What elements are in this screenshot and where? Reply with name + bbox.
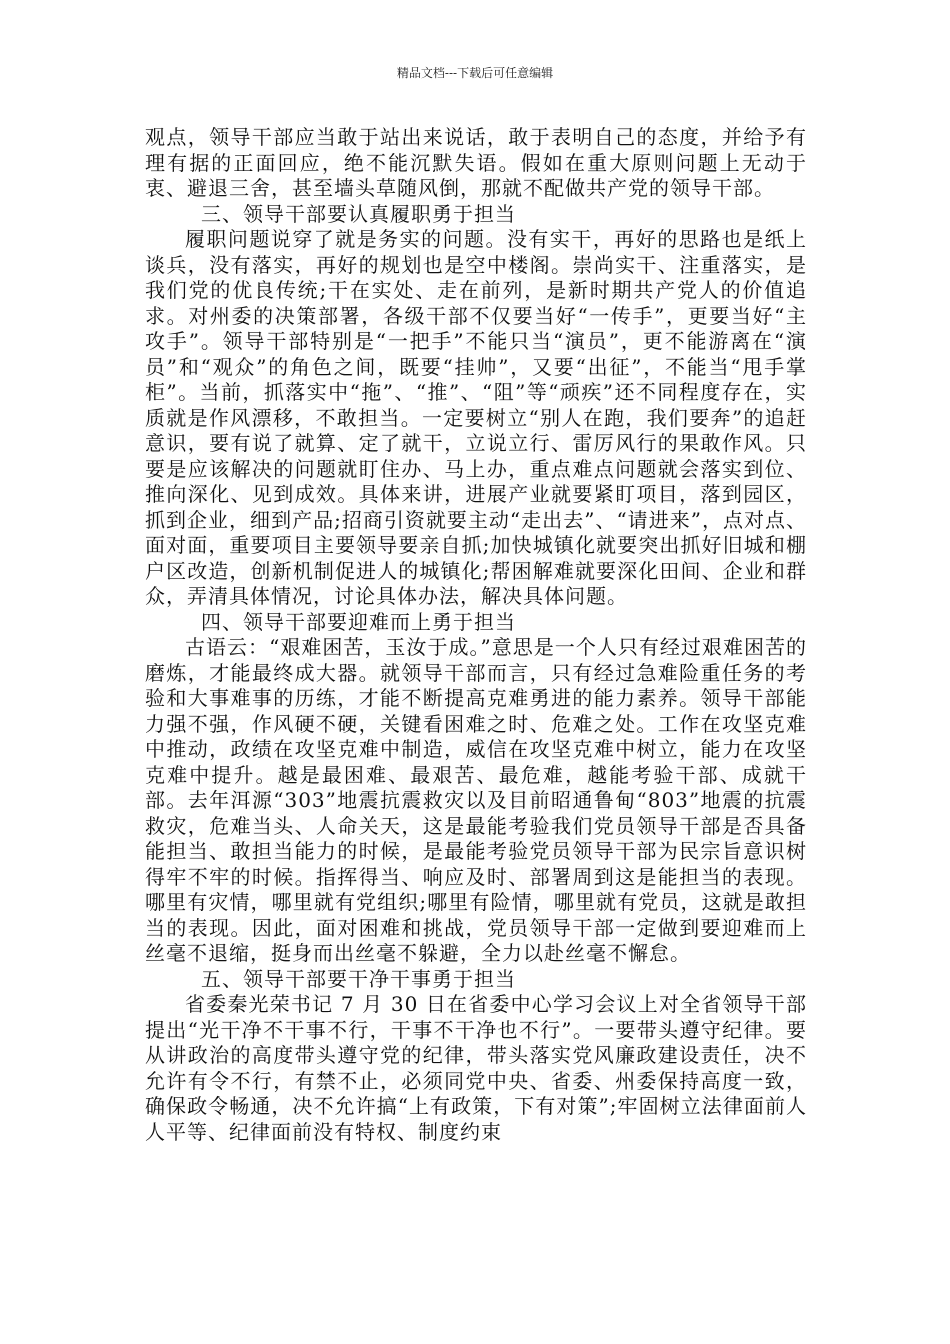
document-body (145, 125, 807, 1145)
paragraph-section-5: 省委秦光荣书记 7 月 30 日在省委中心学习会议上对全省领导干部提出“光干净不干事不行，干事不干净也不行”。一要带头遵守纪律。要从讲政治的高度带头遵守党的纪律，带头落实党风廉政建设责任，决不允许有令不行，有禁不止，必须同党中央、省委、州委保持高度一致，确保政令畅通，决不允许搞“上有政策，下有对策”;牢固树立法律面前人人平等、纪律面前没有特权、制度约束 (145, 992, 807, 1144)
section-heading-5: 五、领导干部要干净干事勇于担当 (201, 966, 516, 991)
paragraph-section-3: 履职问题说穿了就是务实的问题。没有实干，再好的思路也是纸上谈兵，没有落实，再好的规划也是空中楼阁。崇尚实干、注重落实，是我们党的优良传统;干在实处、走在前列，是新时期共产党人的价值追求。对州委的决策部署，各级干部不仅要当好“一传手”，更要当好“主攻手”。领导干部特别是“一把手”不能只当“演员”，更不能游离在“演员”和“观众”的角色之间，既要“挂帅”，又要“出征”，不能当“甩手掌柜”。当前，抓落实中“拖”、“推”、“阻”等“顽疾”还不同程度存在，实质就是作风漂移，不敢担当。一定要树立“别人在跑，我们要奔”的追赶意识，要有说了就算、定了就干，立说立行、雷厉风行的果敢作风。只要是应该解决的问题就盯住办、马上办，重点难点问题就会落实到位、推向深化、见到成效。具体来讲，进展产业就要紧盯项目，落到园区，抓到企业，细到产品;招商引资就要主动“走出去”、“请进来”，点对点、面对面，重要项目主要领导要亲自抓;加快城镇化就要突出抓好旧城和棚户区改造，创新机制促进人的城镇化;帮困解难就要深化田间、企业和群众，弄清具体情况，讨论具体办法，解决具体问题。 (145, 227, 807, 608)
page-header: 精品文档---下载后可任意编辑 (396, 66, 554, 80)
section-heading-3: 三、领导干部要认真履职勇于担当 (201, 201, 516, 226)
section-heading-4: 四、领导干部要迎难而上勇于担当 (201, 609, 516, 634)
paragraph-section-4: 古语云：“艰难困苦，玉汝于成。”意思是一个人只有经过艰难困苦的磨炼，才能最终成大器。就领导干部而言，只有经过急难险重任务的考验和大事难事的历练，才能不断提高克难勇进的能力素养。领导干部能力强不强，作风硬不硬，关键看困难之时、危难之处。工作在攻坚克难中推动，政绩在攻坚克难中制造，威信在攻坚克难中树立，能力在攻坚克难中提升。越是最困难、最艰苦、最危难，越能考验干部、成就干部。去年洱源“303”地震抗震救灾以及目前昭通鲁甸“803”地震的抗震救灾，危难当头、人命关天，这是最能考验我们党员领导干部是否具备能担当、敢担当能力的时候，是最能考验党员领导干部为民宗旨意识树得牢不牢的时候。指挥得当、响应及时、部署周到这是能担当的表现。哪里有灾情，哪里就有党组织;哪里有险情，哪里就有党员，这就是敢担当的表现。因此，面对困难和挑战，党员领导干部一定做到要迎难而上丝毫不退缩，挺身而出丝毫不躲避，全力以赴丝毫不懈怠。 (145, 635, 807, 965)
paragraph-opinion-continuation: 观点，领导干部应当敢于站出来说话，敢于表明自己的态度，并给予有理有据的正面回应，绝不能沉默失语。假如在重大原则问题上无动于衷、避退三舍，甚至墙头草随风倒，那就不配做共产党的领导干部。 (145, 125, 807, 200)
